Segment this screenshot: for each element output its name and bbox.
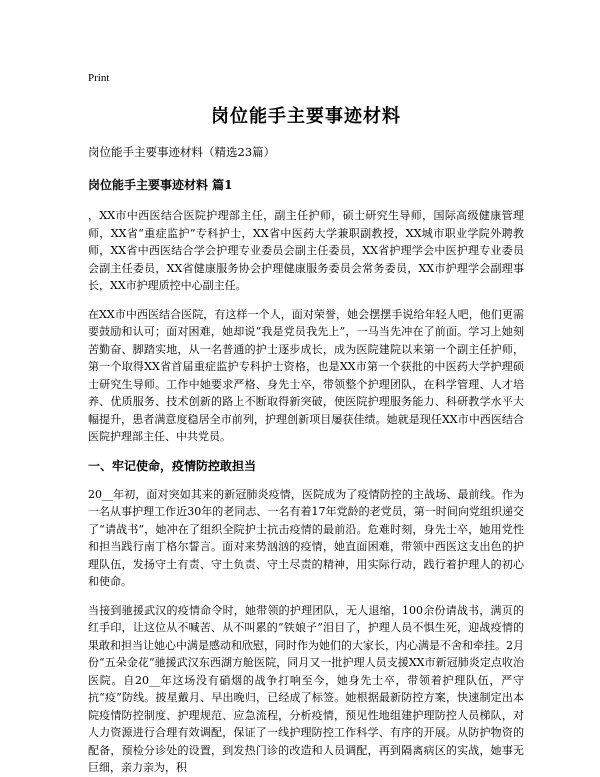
paragraph-intro: ，XX市中西医结合医院护理部主任，副主任护师，硕士研究生导师，国际高级健康管理师，XX省“重症监护”专科护士，XX省中医药大学兼职副教授，XX城市职业学院外聘教师，XX省中西医结合学会护理专业委员会副主任委员，XX省护理学会中医护理专业委员会副主任委员，XX省健康服务协会护理健康服务委员会常务委员，XX市护理学会副理事长，XX市护理质控中心副主任。 [88, 209, 524, 292]
section-heading: 一、牢记使命，疫情防控敢担当 [88, 458, 257, 473]
paragraph-epidemic-start: 20__年初，面对突如其来的新冠肺炎疫情，医院成为了疫情防控的主战场、最前线。作为一名从事护理工作近30年的老同志、一名有着17年党龄的老党员，第一时间向党组织递交了“请战书”，她冲在了组织全院护士抗击疫情的最前沿。危难时刻，身先士卒，她用党性和担当践行南丁格尔誓言。面对来势汹汹的疫情，她直面困难，带领中西医这支出色的护理队伍，发扬守土有责、守土负责、守土尽责的精神，用实际行动，践行着护理人的初心和使命。 [88, 487, 524, 588]
paragraph-wuhan-support: 当接到驰援武汉的疫情命令时，她带领的护理团队，无人退缩，100余份请战书，满页的红手印，让这位从不喊苦、从不叫累的“铁娘子”泪目了，护理人员不惧生死，迎战疫情的果敢和担当让她心中满是感动和欣慰，同时作为她们的大家长，内心满是不舍和牵挂。2月份“五朵金花”驰援武汉东西湖方舱医院，同月又一批护理人员支援XX市新冠肺炎定点收治医院。自20__年这场没有硝烟的战争打响至今，她身先士卒，带领着护理队伍，严守抗“疫”防线。披星戴月、早出晚归，已经成了标签。她根据最新防控方案，快速制定出本院疫情防控制度、护理规范、应急流程，分析疫情，预见性地组建护理防控人员梯队，对人力资源进行合理有效调配，保证了一线护理防控工作科学、有序的开展。从防护物资的配备，预检分诊处的设置，到发热门诊的改造和人员调配，再到隔离病区的实战，她事无巨细，亲力亲为，积 [88, 603, 524, 774]
paragraph-profile: 在XX市中西医结合医院，有这样一个人，面对荣誉，她会摆摆手说给年轻人吧，他们更需要鼓励和认可；面对困难，她却说“我是党员我先上”，一马当先冲在了前面。学习上她刻苦勤奋、脚踏实地，从一名普通的护士逐步成长，成为医院建院以来第一个副主任护师，第一个取得XX省首届重症监护专科护士资格，也是XX市第一个获批的中医药大学护理硕士研究生导师。工作中她要求严格、身先士卒，带领整个护理团队，在科学管理、人才培养、优质服务、技术创新的路上不断取得新突破，使医院护理服务能力、科研教学水平大幅提升，患者满意度稳居全市前列，护理创新项目屡获佳绩。她就是现任XX市中西医结合医院护理部主任、中共党员。 [88, 307, 524, 443]
print-label: Print [88, 72, 110, 84]
document-title: 岗位能手主要事迹材料 [211, 106, 401, 127]
article-heading: 岗位能手主要事迹材料 篇1 [88, 178, 233, 192]
document-subtitle: 岗位能手主要事迹材料（精选23篇） [88, 145, 276, 159]
